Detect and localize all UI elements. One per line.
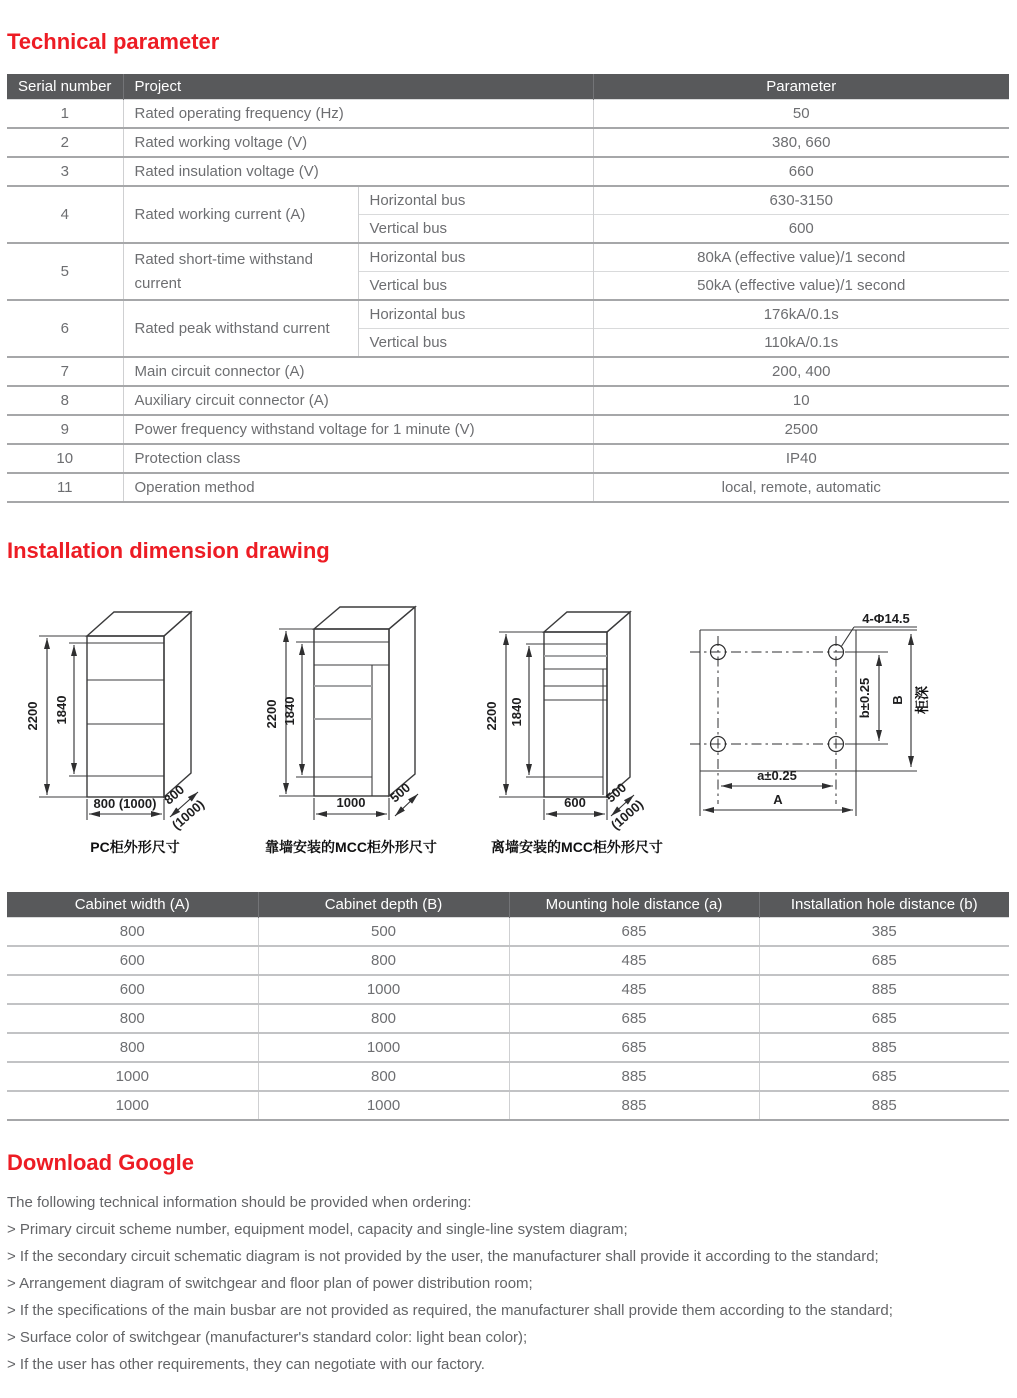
table-row <box>7 300 1009 329</box>
table-row <box>7 473 1009 502</box>
dim-label-depth: 800 <box>160 781 188 808</box>
cell-parameter: 380, 660 <box>593 128 1009 157</box>
cell-parameter: 80kA (effective value)/1 second <box>593 243 1009 272</box>
cell-serial: 2 <box>60 133 69 151</box>
dim-label-inner-height: 1840 <box>282 696 297 726</box>
ordering-info <box>7 1189 1010 1378</box>
holes-count-label: 4-Φ14.5 <box>862 611 910 626</box>
cell-parameter: 600 <box>593 215 1009 244</box>
section-title-installation-dimension-drawing: Installation dimension drawing <box>7 538 330 563</box>
cell-serial: 11 <box>56 478 73 496</box>
dim-label-width: 800 (1000) <box>93 796 157 811</box>
cell-bus-label: Vertical bus <box>358 215 593 244</box>
ordering-intro: The following technical information should be provided when ordering: <box>7 1194 472 1211</box>
installation-drawings <box>7 579 1010 874</box>
column-header-installation-hole-distance: Installation hole distance (b) <box>759 892 1009 918</box>
cell-serial: 9 <box>60 420 69 438</box>
cell-width: 600 <box>119 951 145 969</box>
table-row <box>7 444 1009 473</box>
cell-serial: 8 <box>60 391 69 409</box>
drawing-pc-cabinet <box>25 612 207 855</box>
cell-project: Auxiliary circuit connector (A) <box>123 386 593 415</box>
drawing-caption: 靠墙安装的MCC柜外形尺寸 <box>265 839 437 855</box>
cell-bus-label: Horizontal bus <box>358 186 593 215</box>
cell-installation-distance: 685 <box>759 946 1009 975</box>
column-header-cabinet-width: Cabinet width (A) <box>7 892 258 918</box>
cell-serial: 7 <box>60 362 69 380</box>
table-row <box>7 128 1009 157</box>
drawing-mcc-freestanding-cabinet <box>484 612 663 855</box>
cell-parameter: 110kA/0.1s <box>593 329 1009 358</box>
dim-label-width: 1000 <box>336 795 366 810</box>
cell-bus-label: Horizontal bus <box>358 243 593 272</box>
column-header-cabinet-depth: Cabinet depth (B) <box>258 892 509 918</box>
cell-depth: 800 <box>258 1062 509 1091</box>
cell-width: 1000 <box>115 1067 149 1085</box>
cell-depth: 1000 <box>258 1091 509 1120</box>
column-header-parameter: Parameter <box>593 74 1009 100</box>
dim-label-depth-alt: (1000) <box>168 796 208 833</box>
cell-mounting-distance: 685 <box>509 918 759 947</box>
cell-parameter: 660 <box>593 157 1009 186</box>
cell-depth: 800 <box>258 946 509 975</box>
cell-installation-distance: 885 <box>759 1033 1009 1062</box>
ordering-item: > If the user has other requirements, they can negotiate with our factory. <box>7 1356 485 1373</box>
table-row <box>7 357 1009 386</box>
cabinet-depth-label: 柜深 <box>914 686 930 714</box>
dim-label-height: 2200 <box>484 701 499 731</box>
cell-parameter: local, remote, automatic <box>593 473 1009 502</box>
cell-project: Main circuit connector (A) <box>123 357 593 386</box>
column-header-serial: Serial number <box>7 74 123 100</box>
dim-label-B: B <box>890 695 905 705</box>
table-row <box>7 386 1009 415</box>
cabinet-dimension-table <box>7 892 1009 1121</box>
cell-serial: 1 <box>60 104 69 122</box>
dim-label-height: 2200 <box>25 701 40 731</box>
cell-project: Power frequency withstand voltage for 1 minute (V) <box>123 415 593 444</box>
cell-mounting-distance: 485 <box>509 975 759 1004</box>
dim-label-b: b±0.25 <box>857 677 872 719</box>
dim-label-width: 600 <box>564 795 586 810</box>
cell-project: Rated peak withstand current <box>123 300 358 357</box>
cell-installation-distance: 685 <box>759 1062 1009 1091</box>
technical-parameter-table <box>7 74 1009 503</box>
cell-project: Rated operating frequency (Hz) <box>123 100 593 129</box>
table-row <box>7 975 1009 1004</box>
dim-label-A: A <box>773 792 783 807</box>
table-row <box>7 157 1009 186</box>
cell-parameter: IP40 <box>593 444 1009 473</box>
dim-label-inner-height: 1840 <box>54 695 69 725</box>
cell-installation-distance: 685 <box>759 1004 1009 1033</box>
section-title-download: Download Google <box>7 1150 194 1175</box>
cell-width: 600 <box>119 980 145 998</box>
cell-project: Rated short-time withstand current <box>123 243 358 300</box>
column-header-project: Project <box>123 74 593 100</box>
drawing-caption: PC柜外形尺寸 <box>90 839 180 855</box>
cell-serial: 3 <box>60 162 69 180</box>
cell-parameter: 200, 400 <box>593 357 1009 386</box>
cell-width: 800 <box>119 922 145 940</box>
cell-mounting-distance: 685 <box>509 1033 759 1062</box>
table-row <box>7 1033 1009 1062</box>
cell-width: 1000 <box>115 1096 149 1114</box>
cell-serial: 10 <box>56 449 74 467</box>
dim-label-depth: 500 <box>386 779 414 806</box>
dim-label-height: 2200 <box>264 699 279 729</box>
cell-project: Rated insulation voltage (V) <box>123 157 593 186</box>
cell-bus-label: Vertical bus <box>358 329 593 358</box>
cell-depth: 800 <box>258 1004 509 1033</box>
cell-mounting-distance: 885 <box>509 1091 759 1120</box>
dim-label-depth-alt: (1000) <box>607 796 647 833</box>
cell-parameter: 50 <box>593 100 1009 129</box>
cell-width: 800 <box>119 1038 145 1056</box>
drawing-caption: 离墙安装的MCC柜外形尺寸 <box>491 839 663 855</box>
drawing-mounting-hole-plan <box>690 611 930 816</box>
cell-parameter: 630-3150 <box>593 186 1009 215</box>
cell-project: Operation method <box>123 473 593 502</box>
cell-project: Protection class <box>123 444 593 473</box>
table-row <box>7 1091 1009 1120</box>
drawing-mcc-wall-cabinet <box>264 607 437 855</box>
cell-mounting-distance: 685 <box>509 1004 759 1033</box>
cell-project: Rated working current (A) <box>123 186 358 243</box>
cell-depth: 500 <box>258 918 509 947</box>
column-header-mounting-hole-distance: Mounting hole distance (a) <box>509 892 759 918</box>
cell-mounting-distance: 885 <box>509 1062 759 1091</box>
table-row <box>7 186 1009 215</box>
table-row <box>7 415 1009 444</box>
dim-label-depth: 500 <box>602 779 630 806</box>
ordering-item: > If the secondary circuit schematic diagram is not provided by the user, the manufacturer shall provide it according to the standard; <box>7 1248 879 1265</box>
ordering-item: > Primary circuit scheme number, equipment model, capacity and single-line system diagram; <box>7 1221 628 1238</box>
table-row <box>7 243 1009 272</box>
cell-mounting-distance: 485 <box>509 946 759 975</box>
dim-label-inner-height: 1840 <box>509 697 524 727</box>
cell-bus-label: Vertical bus <box>358 272 593 301</box>
table-row <box>7 1062 1009 1091</box>
table-row <box>7 946 1009 975</box>
dim-label-a: a±0.25 <box>757 768 797 783</box>
table-row <box>7 1004 1009 1033</box>
ordering-item: > Arrangement diagram of switchgear and floor plan of power distribution room; <box>7 1275 533 1292</box>
cell-parameter: 2500 <box>593 415 1009 444</box>
cell-parameter: 10 <box>593 386 1009 415</box>
cell-serial: 4 <box>60 205 69 223</box>
cell-installation-distance: 885 <box>759 1091 1009 1120</box>
cell-width: 800 <box>119 1009 145 1027</box>
cell-serial: 5 <box>60 262 69 280</box>
table-row <box>7 100 1009 129</box>
ordering-item: > If the specifications of the main busbar are not provided as required, the manufacturer shall provide them according to the standard; <box>7 1302 893 1319</box>
cell-depth: 1000 <box>258 1033 509 1062</box>
cell-depth: 1000 <box>258 975 509 1004</box>
ordering-item: > Surface color of switchgear (manufacturer's standard color: light bean color); <box>7 1329 528 1346</box>
table-row <box>7 918 1009 947</box>
cell-installation-distance: 385 <box>759 918 1009 947</box>
installation-drawings-svg <box>7 579 1009 869</box>
cell-parameter: 176kA/0.1s <box>593 300 1009 329</box>
section-title-technical-parameter: Technical parameter <box>7 29 220 54</box>
cell-serial: 6 <box>60 319 69 337</box>
cell-parameter: 50kA (effective value)/1 second <box>593 272 1009 301</box>
cell-project: Rated working voltage (V) <box>123 128 593 157</box>
cell-bus-label: Horizontal bus <box>358 300 593 329</box>
cell-installation-distance: 885 <box>759 975 1009 1004</box>
